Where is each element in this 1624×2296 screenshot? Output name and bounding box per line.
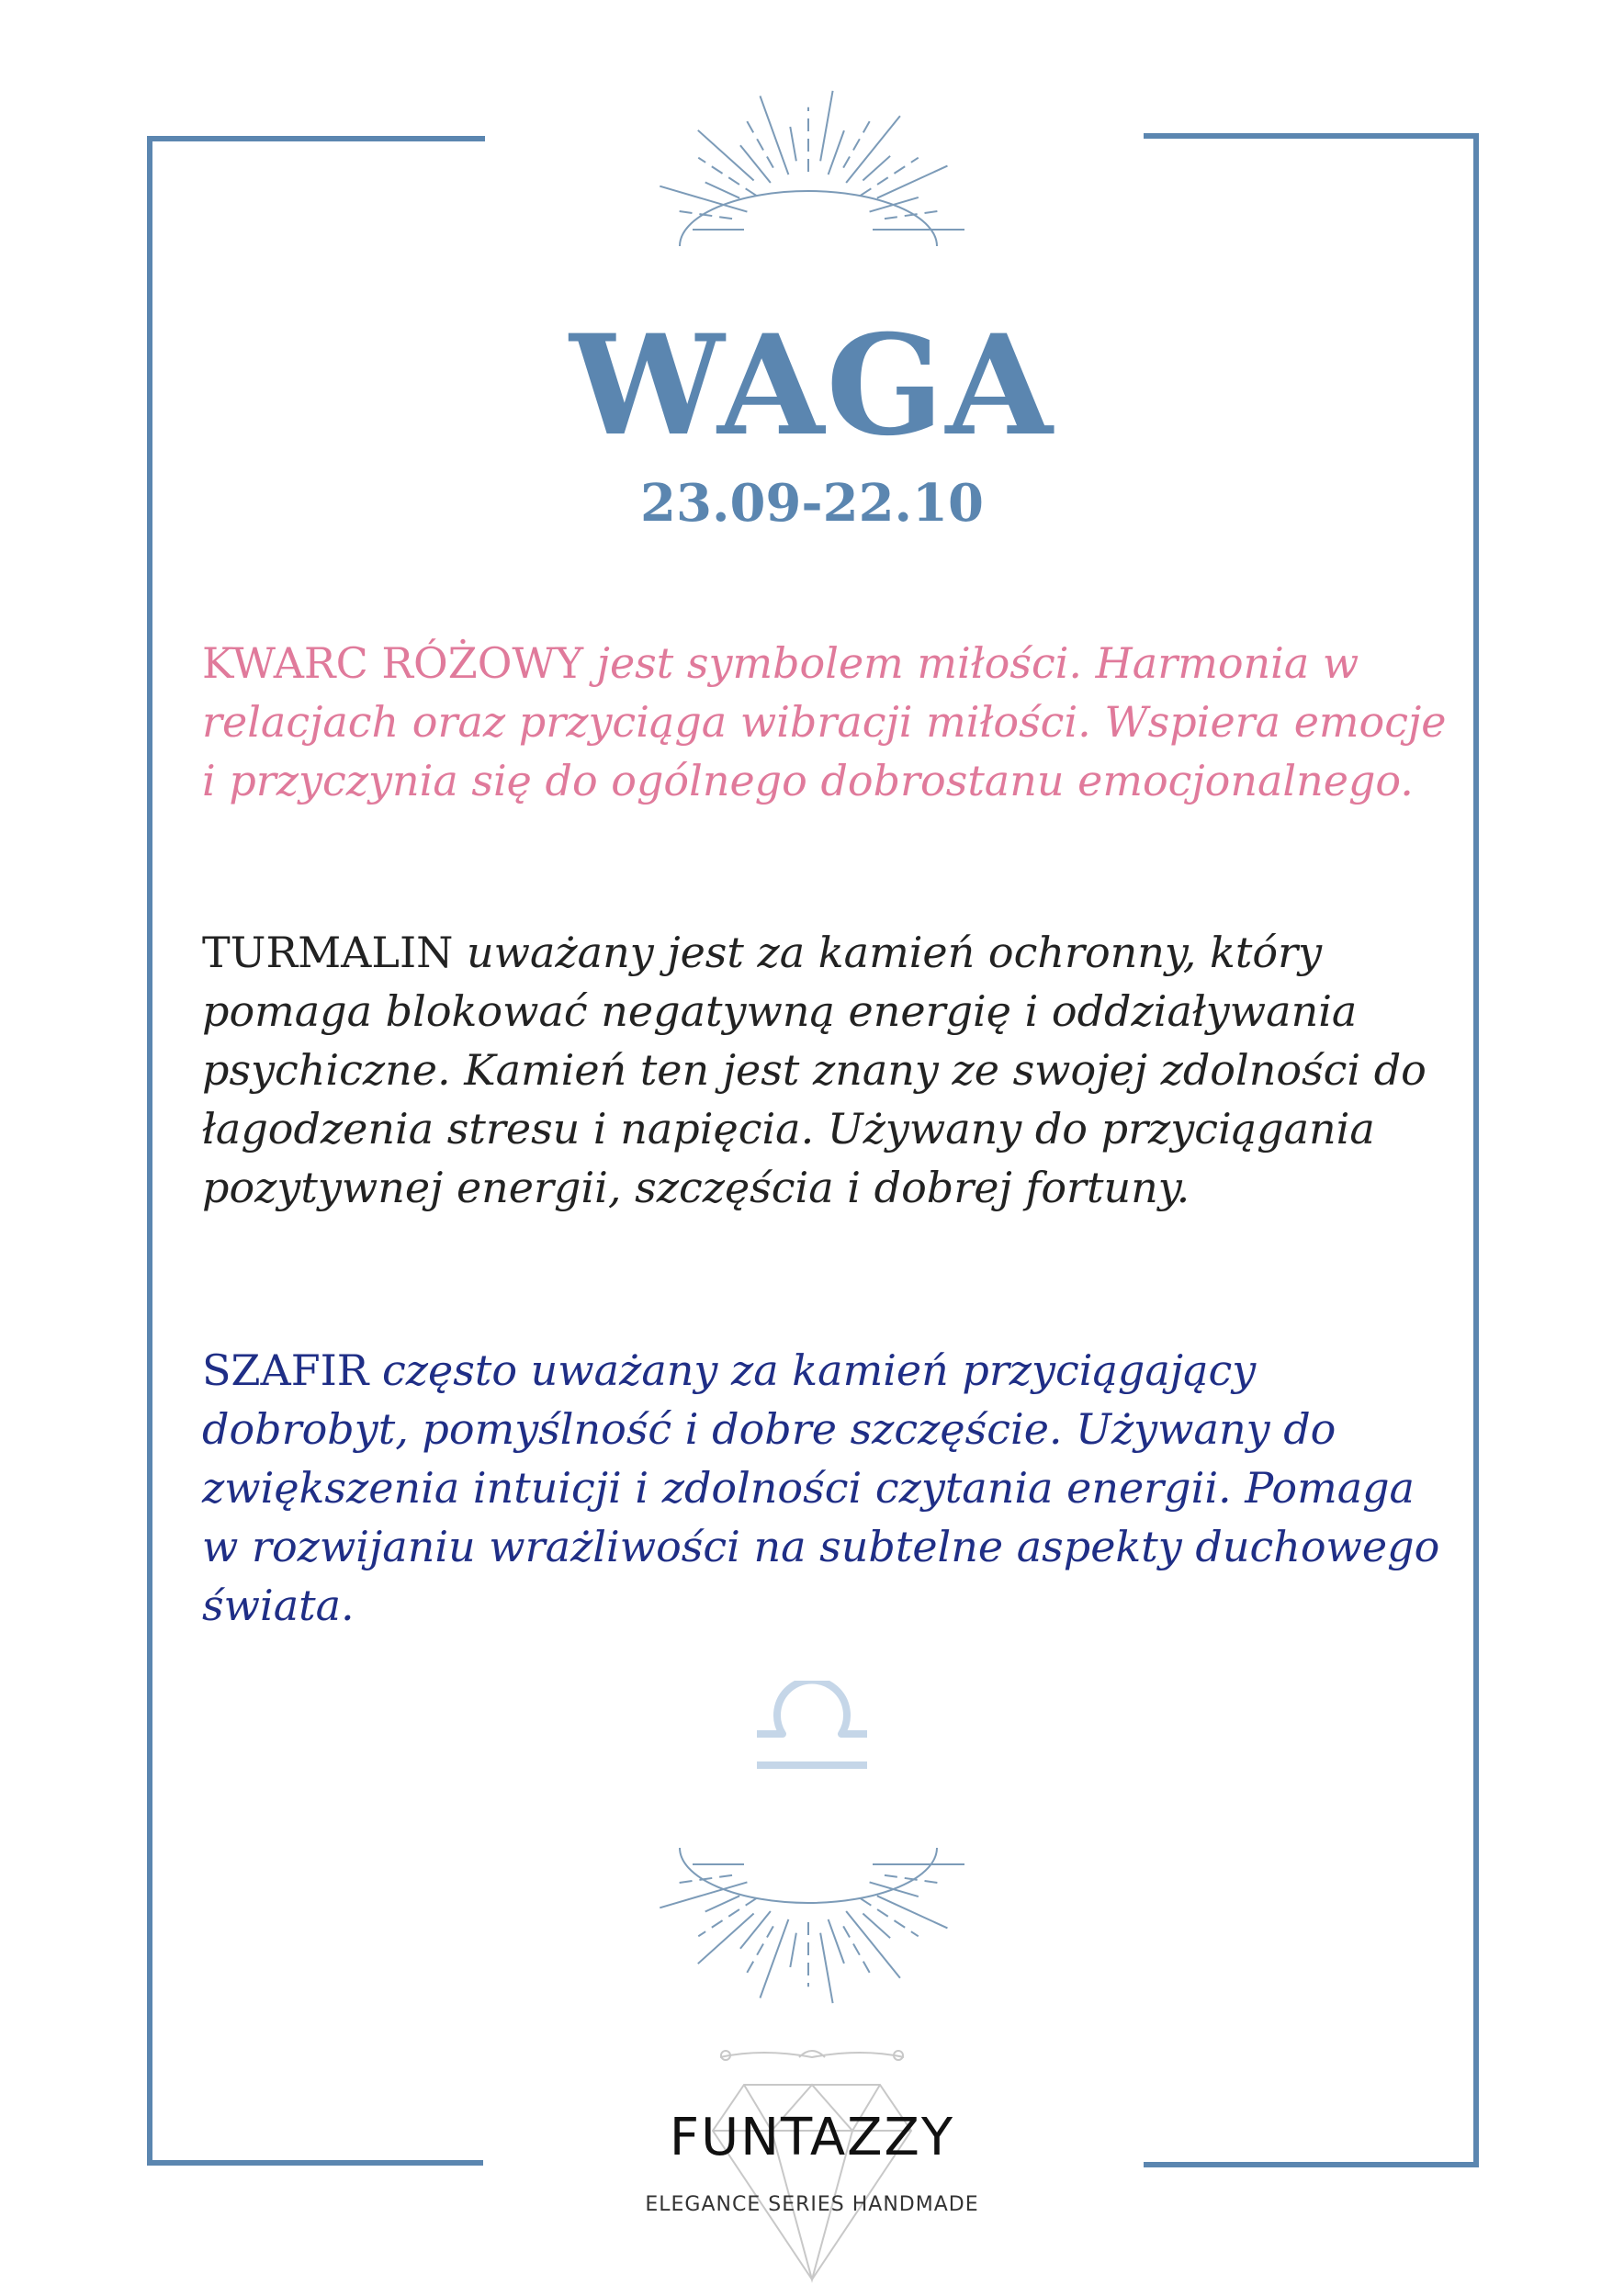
stone-text: jest symbolem miłości. Harmonia w relacjach oraz przyciąga wibracji miłości. Wspiera emocje i przyczynia się do ogólnego dobrostanu emocjonalnego. (202, 638, 1447, 805)
frame-left-top (147, 136, 485, 141)
stone-description-szafir (202, 1341, 1451, 1635)
date-range: 23.09-22.10 (640, 473, 984, 534)
brand-name: FUNTAZZY (669, 2108, 955, 2167)
stone-text: często uważany za kamień przyciągający dobrobyt, pomyślność i dobre szczęście. Używany do zwiększenia intuicji i zdolności czytania energii. Pomaga w rozwijaniu wrażliwości na subtelne aspekty duchowego świata. (202, 1345, 1440, 1630)
stone-name: SZAFIR (202, 1345, 369, 1395)
libra-icon (748, 1681, 876, 1782)
sunburst-icon (606, 46, 1010, 276)
stone-name: TURMALIN (202, 928, 454, 977)
brand-tagline: ELEGANCE SERIES HANDMADE (645, 2193, 979, 2216)
stone-text: uważany jest za kamień ochronny, który pomaga blokować negatywną energię i oddziaływania psychiczne. Kamień ten jest znany ze swojej zdolności do łagodzenia stresu i napięcia. Używany do przyciągania pozytywnej energii, szczęścia i dobrej fortuny. (202, 928, 1427, 1212)
stone-name: KWARC RÓŻOWY (202, 638, 584, 688)
sunburst-icon (606, 1818, 1010, 2048)
stone-description-turmalin (202, 923, 1451, 1217)
page-title: WAGA (570, 305, 1054, 467)
frame-right-top (1144, 133, 1479, 139)
stone-description-kwarc (202, 634, 1451, 810)
